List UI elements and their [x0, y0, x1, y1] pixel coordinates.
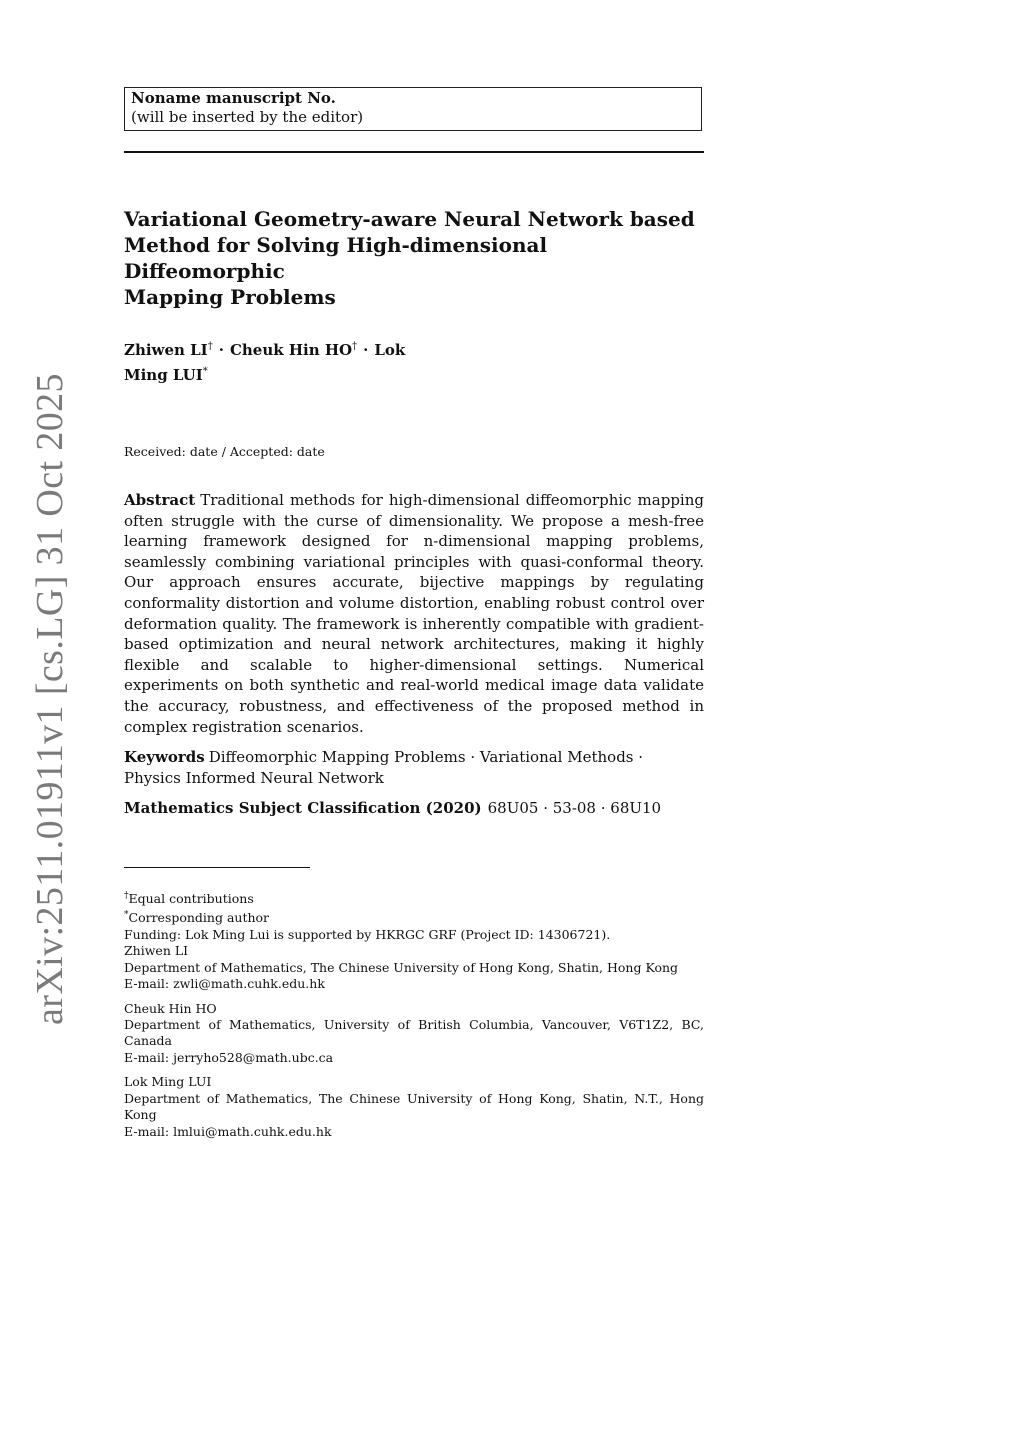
title-line: Variational Geometry-aware Neural Network based [124, 207, 695, 231]
corresponding-mark: * [202, 366, 208, 377]
affiliation-email: E-mail: jerryho528@math.ubc.ca [124, 1049, 334, 1065]
affiliation-email: E-mail: lmlui@math.cuhk.edu.hk [124, 1123, 332, 1139]
keywords [124, 747, 704, 788]
affiliation-dept-cont: Canada [124, 1033, 172, 1049]
affiliation-name: Cheuk Hin HO [124, 1000, 217, 1016]
paper-title [124, 206, 704, 310]
footnote-corresponding [124, 907, 704, 927]
author-name: Zhiwen LI [124, 341, 208, 359]
affiliation-dept: Department of Mathematics, The Chinese University of Hong Kong, Shatin, N.T., Hong [124, 1090, 704, 1106]
footnote-rule [124, 867, 310, 868]
affiliation-dept: Department of Mathematics, The Chinese University of Hong Kong, Shatin, Hong Kong [124, 959, 679, 975]
title-line: Mapping Problems [124, 285, 336, 309]
affiliation-name: Zhiwen LI [124, 943, 189, 959]
footnotes [124, 888, 704, 1140]
equal-contrib-mark: † [124, 890, 129, 901]
msc-label: Mathematics Subject Classification (2020) [124, 799, 482, 818]
manuscript-box [124, 87, 702, 131]
author-name: Ming LUI [124, 366, 203, 384]
footnote-equal-text: Equal contributions [128, 891, 254, 907]
abstract-label: Abstract [124, 491, 196, 509]
keywords-text: Diffeomorphic Mapping Problems · Variational Methods · Physics Informed Neural Network [124, 748, 644, 787]
header-rule [124, 151, 704, 153]
affiliation-email: E-mail: zwli@math.cuhk.edu.hk [124, 976, 325, 992]
affiliation-name: Lok Ming LUI [124, 1074, 212, 1090]
arxiv-side-stamp: arXiv:2511.01911v1 [cs.LG] 31 Oct 2025 [29, 373, 71, 1025]
paper-content [124, 87, 704, 1140]
msc-classification [124, 798, 704, 819]
footnote-equal [124, 888, 704, 908]
abstract [124, 490, 704, 737]
manuscript-note: (will be inserted by the editor) [131, 108, 364, 126]
affiliation-block [124, 1001, 704, 1067]
author-name: Cheuk Hin HO [229, 341, 353, 359]
msc-codes: 68U05 · 53-08 · 68U10 [487, 799, 662, 818]
author-separator: · [218, 341, 224, 359]
affiliation-block [124, 943, 704, 992]
affiliation-dept-cont: Kong [124, 1107, 157, 1123]
received-dates: Received: date / Accepted: date [124, 444, 325, 459]
author-separator: · [363, 341, 369, 359]
footnote-corresponding-text: Corresponding author [128, 910, 270, 926]
affiliation-dept: Department of Mathematics, University of British Columbia, Vancouver, V6T1Z2, BC, [124, 1017, 704, 1033]
footnote-funding: Funding: Lok Ming Lui is supported by HKRGC GRF (Project ID: 14306721). [124, 927, 611, 943]
manuscript-title: Noname manuscript No. [131, 89, 336, 107]
abstract-text: Traditional methods for high-dimensional diffeomorphic mapping often struggle with the curse of dimensionality. We propose a mesh-free learning framework designed for n-dimensional mapping problems, seamlessly combining variational principles with quasi-conformal theory. Our approach ensures accurate, bijective mappings by regulating conformality distortion and volume distortion, enabling robust control over deformation quality. The framework is inherently compatible with gradient-based optimization and neural network architectures, making it highly flexible and scalable to higher-dimensional settings. Numerical experiments on both synthetic and real-world medical image data validate the accuracy, robustness, and effectiveness of the proposed method in complex registration scenarios. [124, 491, 704, 736]
author-name: Lok [374, 341, 406, 359]
equal-contrib-mark: † [352, 341, 358, 352]
affiliation-block [124, 1074, 704, 1140]
author-list [124, 336, 704, 386]
title-line: Method for Solving High-dimensional Diffeomorphic [124, 233, 548, 283]
corresponding-mark: * [124, 910, 129, 921]
equal-contrib-mark: † [207, 341, 213, 352]
keywords-label: Keywords [124, 748, 205, 767]
